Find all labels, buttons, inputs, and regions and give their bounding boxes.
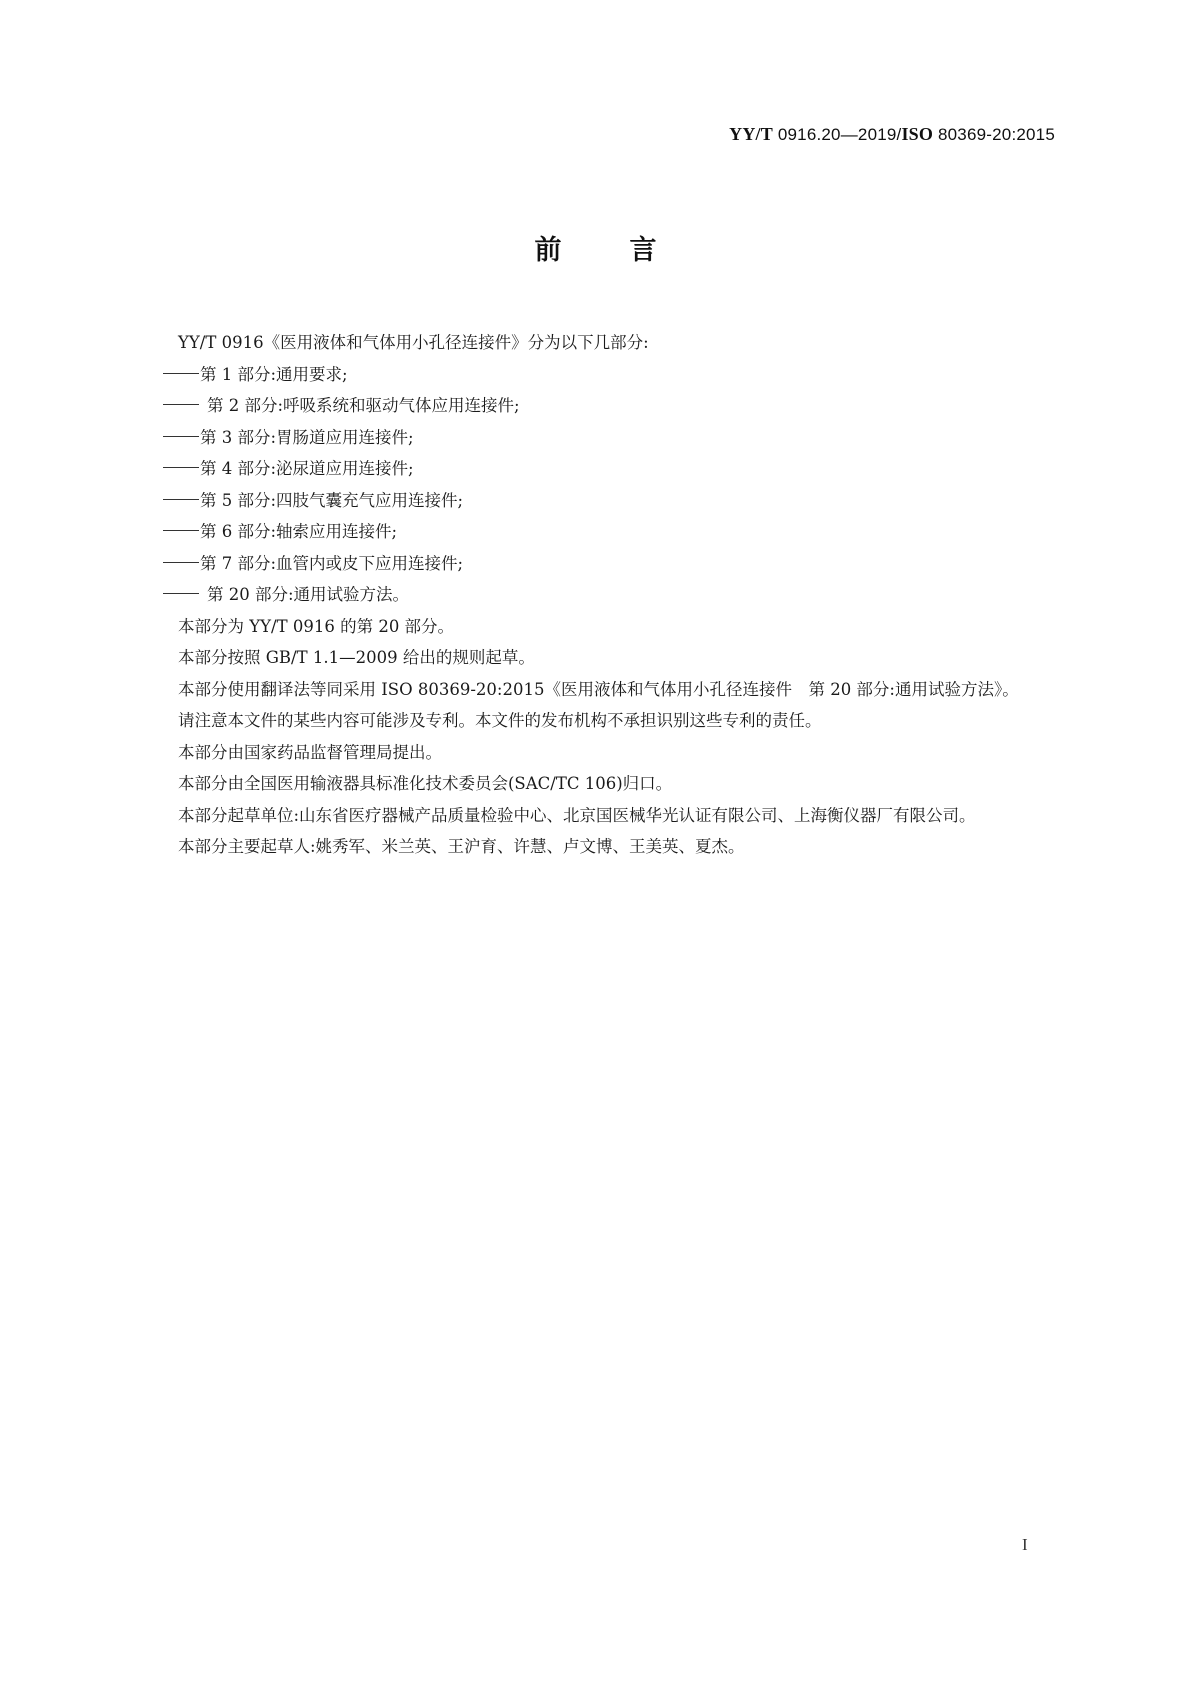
iso-prefix: ISO [901,124,934,144]
committee-paragraph: 本部分由全国医用输液器具标准化技术委员会(SAC/TC 106)归口。 [178,774,673,793]
standard-prefix: YY/T [729,124,773,144]
patent-notice-paragraph: 请注意本文件的某些内容可能涉及专利。本文件的发布机构不承担识别这些专利的责任。 [178,711,822,730]
parts-list [163,359,1063,611]
foreword-body [163,327,1063,863]
em-dash-marker [163,373,199,374]
part-list-item: 第 3 部分:胃肠道应用连接件; [163,422,1063,454]
title-char-1: 前 [534,235,562,266]
intro-paragraph: YY/T 0916《医用液体和气体用小孔径连接件》分为以下几部分: [178,333,649,352]
part-number-paragraph: 本部分为 YY/T 0916 的第 20 部分。 [178,616,455,636]
page-number: I [1022,1535,1028,1554]
part-list-item: 第 2 部分:呼吸系统和驱动气体应用连接件; [163,390,1063,422]
part-list-item: 第 20 部分:通用试验方法。 [163,579,1063,611]
em-dash-marker [163,593,199,594]
adoption-paragraph: 本部分使用翻译法等同采用 ISO 80369-20:2015《医用液体和气体用小孔径连接件 第 20 部分:通用试验方法》。 [178,679,1019,699]
proposer-paragraph: 本部分由国家药品监督管理局提出。 [178,742,442,762]
em-dash-marker [163,530,199,531]
part-list-item: 第 6 部分:轴索应用连接件; [163,516,1063,548]
part-list-item: 第 5 部分:四肢气囊充气应用连接件; [163,485,1063,517]
standard-number: 0916.20—2019/ [772,125,902,144]
page-title [0,228,1191,267]
em-dash-marker [163,499,199,500]
em-dash-marker [163,404,199,405]
em-dash-marker [163,562,199,563]
standard-code-header [729,124,1055,145]
em-dash-marker [163,467,199,468]
drafters-paragraph: 本部分主要起草人:姚秀军、米兰英、王沪育、许慧、卢文博、王美英、夏杰。 [178,837,745,856]
iso-number: 80369-20:2015 [933,125,1055,144]
part-list-item: 第 1 部分:通用要求; [163,359,1063,391]
part-list-item: 第 7 部分:血管内或皮下应用连接件; [163,548,1063,580]
part-list-item: 第 4 部分:泌尿道应用连接件; [163,453,1063,485]
title-char-2: 言 [629,235,657,266]
drafting-rules-paragraph: 本部分按照 GB/T 1.1—2009 给出的规则起草。 [178,648,535,667]
drafting-organizations-paragraph: 本部分起草单位:山东省医疗器械产品质量检验中心、北京国医械华光认证有限公司、上海衡仪器厂有限公司。 [178,805,976,825]
em-dash-marker [163,436,199,437]
